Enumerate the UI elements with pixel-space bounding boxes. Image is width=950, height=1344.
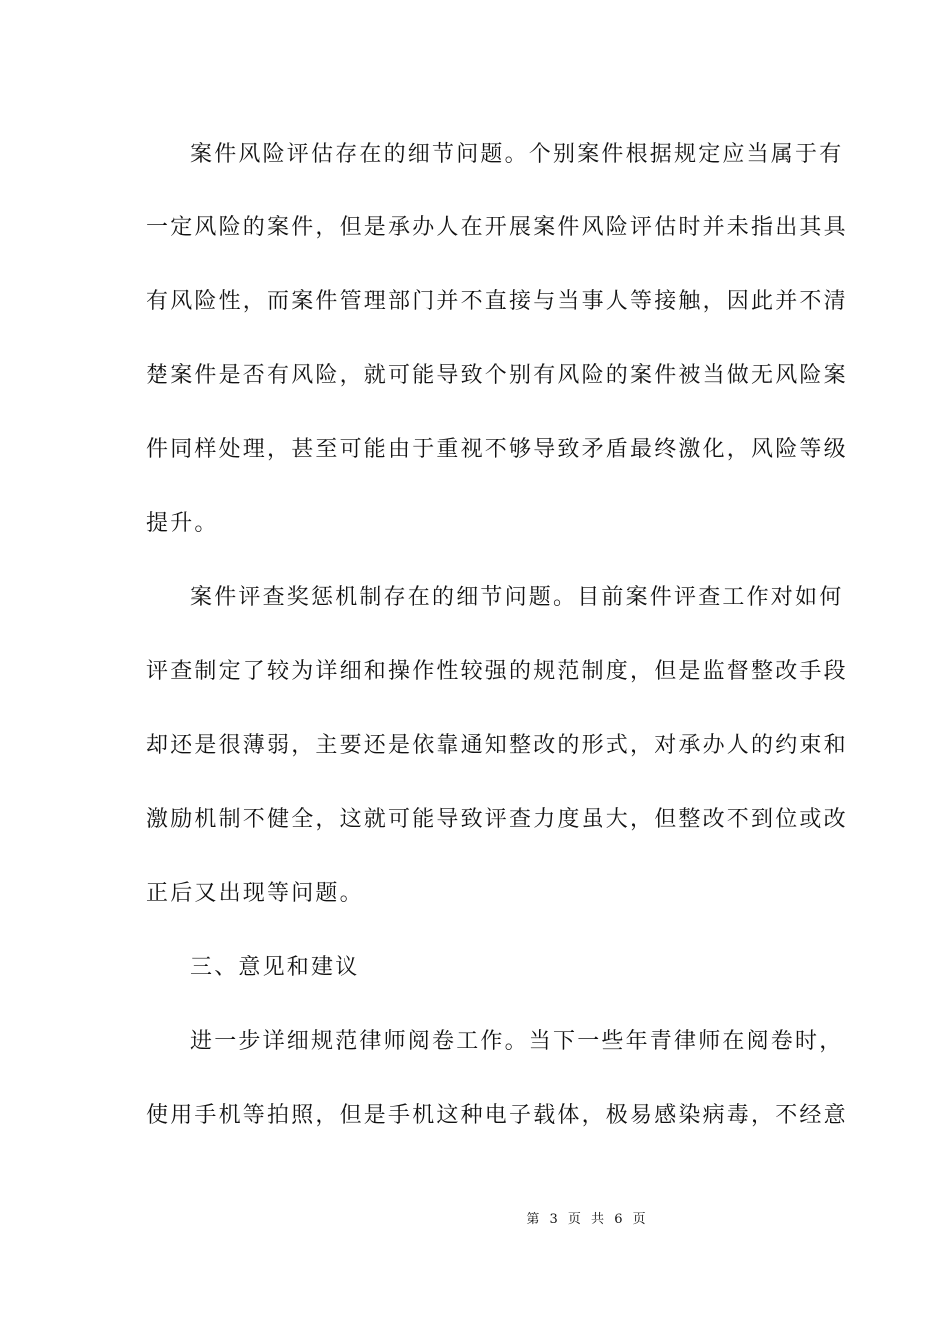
paragraph-line: 使用手机等拍照，但是手机这种电子载体，极易感染病毒，不经意 <box>146 1103 848 1128</box>
paragraph-line: 进一步详细规范律师阅卷工作。当下一些年青律师在阅卷时， <box>190 1029 844 1054</box>
paragraph-line: 有风险性，而案件管理部门并不直接与当事人等接触，因此并不清 <box>146 289 848 314</box>
paragraph-line: 案件风险评估存在的细节问题。个别案件根据规定应当属于有 <box>190 142 844 167</box>
section-heading: 三、意见和建议 <box>190 955 360 980</box>
paragraph-line: 件同样处理，甚至可能由于重视不够导致矛盾最终激化，风险等级 <box>146 437 848 462</box>
paragraph-line: 案件评查奖惩机制存在的细节问题。目前案件评查工作对如何 <box>190 585 844 610</box>
paragraph-line: 一定风险的案件，但是承办人在开展案件风险评估时并未指出其具 <box>146 215 848 240</box>
paragraph-line: 提升。 <box>146 511 219 536</box>
paragraph-line: 却还是很薄弱，主要还是依靠通知整改的形式，对承办人的约束和 <box>146 733 848 758</box>
page-number: 第 3 页 共 6 页 <box>526 1212 649 1227</box>
paragraph-line: 激励机制不健全，这就可能导致评查力度虽大，但整改不到位或改 <box>146 807 848 832</box>
paragraph-line: 楚案件是否有风险，就可能导致个别有风险的案件被当做无风险案 <box>146 363 848 388</box>
paragraph-line: 正后又出现等问题。 <box>146 881 364 906</box>
page-footer <box>0 1208 950 1227</box>
paragraph-line: 评查制定了较为详细和操作性较强的规范制度，但是监督整改手段 <box>146 659 848 684</box>
